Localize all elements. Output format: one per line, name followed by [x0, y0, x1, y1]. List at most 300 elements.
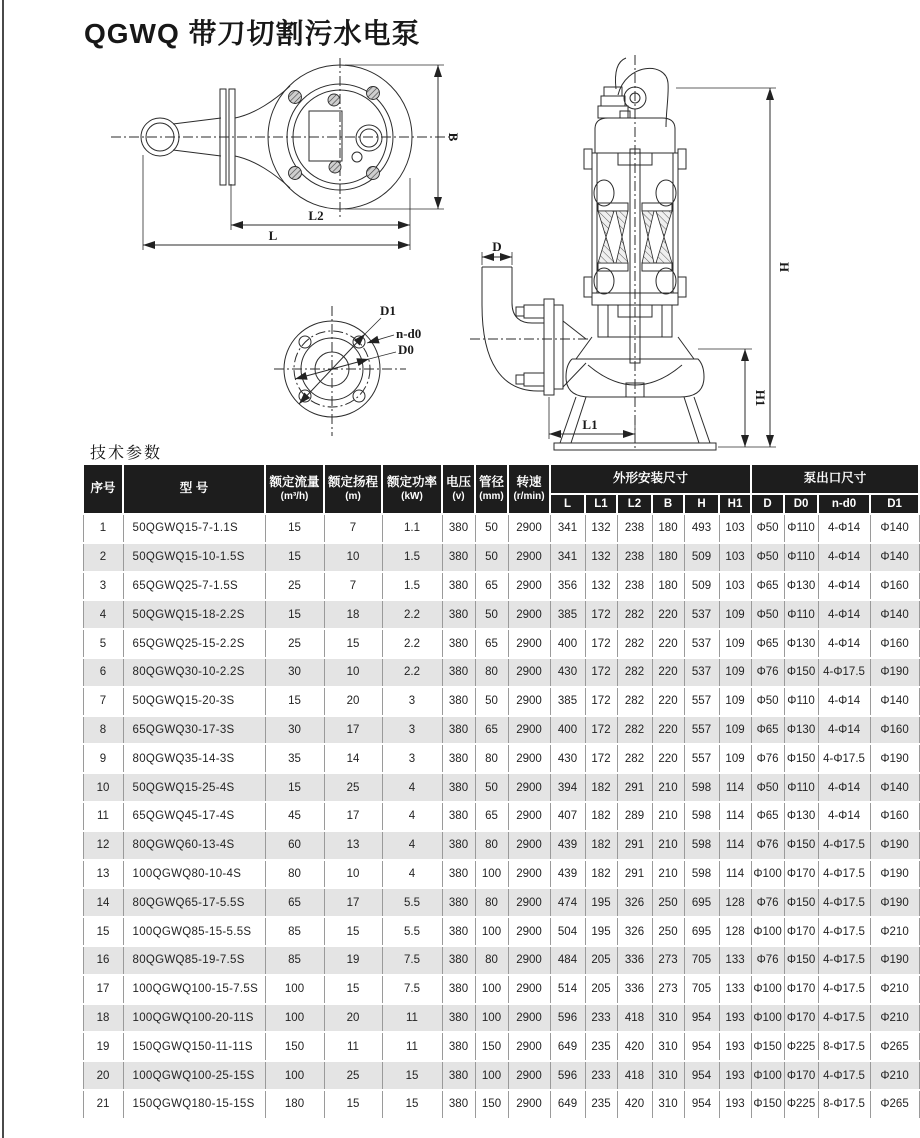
- cell-power: 2.2: [382, 629, 442, 658]
- col-header-power: 额定功率 (kW): [382, 464, 442, 514]
- cell-speed: 2900: [508, 946, 550, 975]
- spec-table-body: [83, 514, 919, 1119]
- cell-head: 25: [324, 773, 382, 802]
- dim-label-L2: L2: [308, 208, 324, 223]
- table-row: [83, 975, 919, 1004]
- cell-H: 954: [684, 1032, 719, 1061]
- cell-no: 7: [83, 687, 123, 716]
- cell-model: 100QGWQ100-20-11S: [123, 1004, 265, 1033]
- cell-flow: 25: [265, 629, 324, 658]
- cell-n_d0: 4-Φ17.5: [818, 917, 870, 946]
- dim-label-L: L: [268, 228, 278, 243]
- cell-n_d0: 4-Φ14: [818, 514, 870, 543]
- cell-B: 210: [652, 831, 684, 860]
- cell-B: 180: [652, 514, 684, 543]
- cell-no: 3: [83, 572, 123, 601]
- cell-D1: Φ190: [870, 888, 919, 917]
- cell-D: Φ50: [751, 514, 784, 543]
- section-label: 技术参数: [90, 445, 163, 462]
- cell-H: 954: [684, 1004, 719, 1033]
- cell-L: 504: [550, 917, 585, 946]
- cell-voltage: 380: [442, 543, 475, 572]
- cell-model: 50QGWQ15-10-1.5S: [123, 543, 265, 572]
- table-row: [83, 773, 919, 802]
- cell-H1: 109: [719, 744, 751, 773]
- cell-D0: Φ170: [784, 975, 818, 1004]
- cell-voltage: 380: [442, 802, 475, 831]
- dimension-D1: [299, 303, 396, 404]
- cell-H1: 128: [719, 917, 751, 946]
- cell-n_d0: 4-Φ14: [818, 716, 870, 745]
- cell-speed: 2900: [508, 744, 550, 773]
- cell-B: 220: [652, 687, 684, 716]
- cell-speed: 2900: [508, 1004, 550, 1033]
- cell-power: 2.2: [382, 658, 442, 687]
- cell-L2: 291: [617, 860, 652, 889]
- cell-L1: 205: [585, 946, 617, 975]
- cell-H1: 133: [719, 946, 751, 975]
- cell-H: 598: [684, 802, 719, 831]
- cell-L2: 282: [617, 600, 652, 629]
- table-row: [83, 514, 919, 543]
- cell-B: 310: [652, 1004, 684, 1033]
- cell-L2: 336: [617, 975, 652, 1004]
- cell-L2: 420: [617, 1090, 652, 1119]
- cell-flow: 30: [265, 716, 324, 745]
- cell-head: 10: [324, 860, 382, 889]
- cell-model: 100QGWQ100-25-15S: [123, 1061, 265, 1090]
- page-title: QGWQ 带刀切割污水电泵: [84, 18, 421, 49]
- cell-L2: 291: [617, 773, 652, 802]
- cell-flow: 15: [265, 514, 324, 543]
- cell-D1: Φ210: [870, 1061, 919, 1090]
- col-header-pipe: 管径 (mm): [475, 464, 508, 514]
- cell-n_d0: 4-Φ14: [818, 543, 870, 572]
- cell-H: 598: [684, 860, 719, 889]
- cell-H: 509: [684, 543, 719, 572]
- cell-speed: 2900: [508, 888, 550, 917]
- col-group-outlet: 泵出口尺寸: [751, 464, 919, 494]
- cell-L2: 418: [617, 1061, 652, 1090]
- cell-speed: 2900: [508, 629, 550, 658]
- cell-pipe: 65: [475, 802, 508, 831]
- cell-power: 7.5: [382, 946, 442, 975]
- cell-L1: 233: [585, 1004, 617, 1033]
- cell-H1: 128: [719, 888, 751, 917]
- cell-voltage: 380: [442, 629, 475, 658]
- cell-model: 100QGWQ85-15-5.5S: [123, 917, 265, 946]
- cell-L: 439: [550, 831, 585, 860]
- cell-H: 598: [684, 773, 719, 802]
- cell-voltage: 380: [442, 1004, 475, 1033]
- table-row: [83, 744, 919, 773]
- cell-D0: Φ150: [784, 744, 818, 773]
- cell-model: 50QGWQ15-18-2.2S: [123, 600, 265, 629]
- cell-voltage: 380: [442, 514, 475, 543]
- cell-speed: 2900: [508, 514, 550, 543]
- cell-n_d0: 8-Φ17.5: [818, 1090, 870, 1119]
- cell-no: 14: [83, 888, 123, 917]
- cell-no: 15: [83, 917, 123, 946]
- cell-L1: 172: [585, 629, 617, 658]
- cell-L2: 336: [617, 946, 652, 975]
- dim-label-L1: L1: [582, 417, 598, 432]
- cell-speed: 2900: [508, 860, 550, 889]
- cell-D1: Φ160: [870, 802, 919, 831]
- cell-D0: Φ225: [784, 1090, 818, 1119]
- cell-H: 705: [684, 975, 719, 1004]
- cell-flow: 45: [265, 802, 324, 831]
- cell-voltage: 380: [442, 1032, 475, 1061]
- cell-voltage: 380: [442, 975, 475, 1004]
- cell-L1: 195: [585, 888, 617, 917]
- cell-H: 954: [684, 1061, 719, 1090]
- cell-D1: Φ140: [870, 773, 919, 802]
- cell-flow: 150: [265, 1032, 324, 1061]
- col-header-flow: 额定流量 (m³/h): [265, 464, 324, 514]
- cell-speed: 2900: [508, 773, 550, 802]
- cell-D0: Φ110: [784, 600, 818, 629]
- cell-L1: 132: [585, 543, 617, 572]
- cell-model: 50QGWQ15-7-1.1S: [123, 514, 265, 543]
- cell-H1: 109: [719, 600, 751, 629]
- cell-L1: 132: [585, 572, 617, 601]
- cell-D0: Φ170: [784, 917, 818, 946]
- cell-head: 20: [324, 687, 382, 716]
- cell-voltage: 380: [442, 1090, 475, 1119]
- cell-L: 385: [550, 600, 585, 629]
- cell-D0: Φ110: [784, 514, 818, 543]
- cell-B: 210: [652, 773, 684, 802]
- header-row-main: [83, 464, 919, 494]
- table-row: [83, 888, 919, 917]
- cell-D0: Φ150: [784, 946, 818, 975]
- table-row: [83, 629, 919, 658]
- cell-D: Φ76: [751, 946, 784, 975]
- cell-n_d0: 4-Φ14: [818, 572, 870, 601]
- cell-pipe: 50: [475, 773, 508, 802]
- cell-power: 4: [382, 860, 442, 889]
- cell-flow: 15: [265, 687, 324, 716]
- cell-D1: Φ265: [870, 1090, 919, 1119]
- cell-D0: Φ170: [784, 1061, 818, 1090]
- cell-head: 7: [324, 572, 382, 601]
- cell-L2: 420: [617, 1032, 652, 1061]
- cell-no: 12: [83, 831, 123, 860]
- dimension-D: [482, 239, 512, 265]
- cell-power: 11: [382, 1032, 442, 1061]
- cell-D1: Φ210: [870, 917, 919, 946]
- cell-no: 18: [83, 1004, 123, 1033]
- col-header-no: 序号: [83, 464, 123, 514]
- table-row: [83, 946, 919, 975]
- cell-L2: 238: [617, 572, 652, 601]
- table-row: [83, 543, 919, 572]
- cell-D0: Φ110: [784, 687, 818, 716]
- cell-B: 250: [652, 888, 684, 917]
- cell-model: 150QGWQ180-15-15S: [123, 1090, 265, 1119]
- cell-n_d0: 4-Φ17.5: [818, 831, 870, 860]
- cell-L: 596: [550, 1061, 585, 1090]
- cell-L: 430: [550, 744, 585, 773]
- cell-D: Φ150: [751, 1032, 784, 1061]
- cell-voltage: 380: [442, 572, 475, 601]
- dim-label-n-d0: n-d0: [396, 326, 422, 341]
- col-header-model: 型 号: [123, 464, 265, 514]
- dimension-n-d0: [367, 326, 421, 343]
- cell-head: 15: [324, 975, 382, 1004]
- cell-head: 15: [324, 629, 382, 658]
- cell-no: 2: [83, 543, 123, 572]
- cell-pipe: 65: [475, 572, 508, 601]
- cell-no: 21: [83, 1090, 123, 1119]
- cell-flow: 100: [265, 1061, 324, 1090]
- dimension-H1: [698, 349, 768, 447]
- cell-model: 80QGWQ65-17-5.5S: [123, 888, 265, 917]
- cell-voltage: 380: [442, 658, 475, 687]
- cell-B: 310: [652, 1090, 684, 1119]
- cell-D: Φ76: [751, 888, 784, 917]
- cell-H: 537: [684, 600, 719, 629]
- cell-model: 100QGWQ100-15-7.5S: [123, 975, 265, 1004]
- cell-L2: 238: [617, 543, 652, 572]
- cell-head: 18: [324, 600, 382, 629]
- pump-top-view-drawing: [103, 56, 463, 261]
- cell-head: 10: [324, 543, 382, 572]
- cell-H1: 193: [719, 1061, 751, 1090]
- cell-head: 19: [324, 946, 382, 975]
- cell-flow: 80: [265, 860, 324, 889]
- cell-voltage: 380: [442, 888, 475, 917]
- table-row: [83, 572, 919, 601]
- cell-n_d0: 4-Φ17.5: [818, 658, 870, 687]
- cell-n_d0: 4-Φ14: [818, 802, 870, 831]
- cell-flow: 35: [265, 744, 324, 773]
- cell-head: 10: [324, 658, 382, 687]
- cell-speed: 2900: [508, 975, 550, 1004]
- cell-H: 695: [684, 917, 719, 946]
- cell-n_d0: 4-Φ17.5: [818, 888, 870, 917]
- cell-H1: 103: [719, 543, 751, 572]
- cell-L: 385: [550, 687, 585, 716]
- cell-flow: 25: [265, 572, 324, 601]
- cell-D: Φ100: [751, 1004, 784, 1033]
- cell-D1: Φ190: [870, 831, 919, 860]
- cell-L2: 326: [617, 917, 652, 946]
- cell-D1: Φ140: [870, 543, 919, 572]
- cell-D0: Φ130: [784, 572, 818, 601]
- cell-D0: Φ110: [784, 543, 818, 572]
- cell-pipe: 80: [475, 744, 508, 773]
- cell-H1: 103: [719, 514, 751, 543]
- cell-B: 220: [652, 658, 684, 687]
- cell-L2: 326: [617, 888, 652, 917]
- cell-D0: Φ130: [784, 802, 818, 831]
- cell-flow: 15: [265, 600, 324, 629]
- cell-L1: 172: [585, 658, 617, 687]
- cell-D1: Φ160: [870, 716, 919, 745]
- cell-no: 13: [83, 860, 123, 889]
- cell-power: 4: [382, 773, 442, 802]
- cell-flow: 15: [265, 543, 324, 572]
- cell-L: 430: [550, 658, 585, 687]
- cell-pipe: 65: [475, 716, 508, 745]
- table-row: [83, 1061, 919, 1090]
- col-header-D: D: [751, 494, 784, 514]
- cell-head: 17: [324, 716, 382, 745]
- cell-L1: 235: [585, 1032, 617, 1061]
- cell-B: 310: [652, 1032, 684, 1061]
- cell-no: 19: [83, 1032, 123, 1061]
- cell-no: 4: [83, 600, 123, 629]
- cell-D0: Φ110: [784, 773, 818, 802]
- cell-D1: Φ140: [870, 600, 919, 629]
- cell-L: 484: [550, 946, 585, 975]
- cell-B: 210: [652, 860, 684, 889]
- cell-L: 649: [550, 1090, 585, 1119]
- col-header-L: L: [550, 494, 585, 514]
- cell-H1: 109: [719, 658, 751, 687]
- col-header-B: B: [652, 494, 684, 514]
- cell-L2: 282: [617, 744, 652, 773]
- cell-H1: 103: [719, 572, 751, 601]
- cell-L: 596: [550, 1004, 585, 1033]
- cell-L1: 233: [585, 1061, 617, 1090]
- cell-model: 80QGWQ35-14-3S: [123, 744, 265, 773]
- col-header-n-d0: n-d0: [818, 494, 870, 514]
- cell-head: 25: [324, 1061, 382, 1090]
- cell-head: 20: [324, 1004, 382, 1033]
- cell-no: 8: [83, 716, 123, 745]
- table-row: [83, 1090, 919, 1119]
- cell-n_d0: 4-Φ17.5: [818, 946, 870, 975]
- cell-D0: Φ225: [784, 1032, 818, 1061]
- cell-voltage: 380: [442, 946, 475, 975]
- cell-no: 10: [83, 773, 123, 802]
- cell-H1: 109: [719, 629, 751, 658]
- pump-section-view-drawing: [468, 53, 898, 453]
- table-row: [83, 917, 919, 946]
- cell-power: 15: [382, 1090, 442, 1119]
- cell-L1: 235: [585, 1090, 617, 1119]
- cell-speed: 2900: [508, 600, 550, 629]
- cell-power: 5.5: [382, 917, 442, 946]
- dimension-L1: [549, 397, 635, 439]
- cell-pipe: 100: [475, 917, 508, 946]
- cell-pipe: 65: [475, 629, 508, 658]
- cell-n_d0: 4-Φ17.5: [818, 1061, 870, 1090]
- dim-label-H1: H1: [753, 389, 768, 407]
- cell-L: 439: [550, 860, 585, 889]
- cell-H1: 114: [719, 802, 751, 831]
- dimension-H: [676, 88, 792, 447]
- cell-flow: 180: [265, 1090, 324, 1119]
- cell-pipe: 80: [475, 946, 508, 975]
- cell-B: 180: [652, 572, 684, 601]
- cell-power: 1.5: [382, 572, 442, 601]
- col-header-D0: D0: [784, 494, 818, 514]
- col-header-L2: L2: [617, 494, 652, 514]
- col-header-speed: 转速 (r/min): [508, 464, 550, 514]
- cell-D: Φ65: [751, 629, 784, 658]
- outlet-flange-drawing: [228, 288, 463, 453]
- cell-H: 537: [684, 629, 719, 658]
- cell-model: 65QGWQ30-17-3S: [123, 716, 265, 745]
- cell-H: 705: [684, 946, 719, 975]
- cell-n_d0: 4-Φ14: [818, 600, 870, 629]
- cell-B: 210: [652, 802, 684, 831]
- cell-power: 7.5: [382, 975, 442, 1004]
- cell-speed: 2900: [508, 716, 550, 745]
- cell-n_d0: 4-Φ14: [818, 687, 870, 716]
- cell-flow: 100: [265, 1004, 324, 1033]
- table-row: [83, 687, 919, 716]
- cell-D: Φ150: [751, 1090, 784, 1119]
- cell-speed: 2900: [508, 1090, 550, 1119]
- cell-H1: 109: [719, 687, 751, 716]
- cell-power: 3: [382, 716, 442, 745]
- table-row: [83, 658, 919, 687]
- cell-H: 695: [684, 888, 719, 917]
- cell-power: 5.5: [382, 888, 442, 917]
- col-header-D1: D1: [870, 494, 919, 514]
- cell-no: 6: [83, 658, 123, 687]
- cell-pipe: 150: [475, 1032, 508, 1061]
- cell-power: 1.5: [382, 543, 442, 572]
- cell-n_d0: 4-Φ14: [818, 629, 870, 658]
- cell-pipe: 150: [475, 1090, 508, 1119]
- cell-B: 180: [652, 543, 684, 572]
- cell-H: 557: [684, 716, 719, 745]
- cell-L2: 238: [617, 514, 652, 543]
- cell-D0: Φ170: [784, 1004, 818, 1033]
- cell-H1: 193: [719, 1004, 751, 1033]
- cell-head: 17: [324, 888, 382, 917]
- cell-D0: Φ170: [784, 860, 818, 889]
- cell-no: 20: [83, 1061, 123, 1090]
- cell-pipe: 100: [475, 975, 508, 1004]
- cell-L1: 182: [585, 802, 617, 831]
- cell-H1: 109: [719, 716, 751, 745]
- table-row: [83, 831, 919, 860]
- cell-L2: 418: [617, 1004, 652, 1033]
- cell-L1: 195: [585, 917, 617, 946]
- cell-D: Φ65: [751, 572, 784, 601]
- cell-no: 16: [83, 946, 123, 975]
- cell-L: 341: [550, 514, 585, 543]
- cell-D: Φ65: [751, 716, 784, 745]
- cell-D: Φ76: [751, 744, 784, 773]
- cell-speed: 2900: [508, 658, 550, 687]
- cell-L1: 172: [585, 716, 617, 745]
- cell-speed: 2900: [508, 687, 550, 716]
- col-group-dimensions: 外形安装尺寸: [550, 464, 751, 494]
- cell-D: Φ50: [751, 600, 784, 629]
- dim-label-H: H: [777, 261, 792, 273]
- cell-D1: Φ265: [870, 1032, 919, 1061]
- cell-H: 493: [684, 514, 719, 543]
- cell-L: 400: [550, 716, 585, 745]
- cell-speed: 2900: [508, 917, 550, 946]
- cell-D0: Φ150: [784, 888, 818, 917]
- cell-speed: 2900: [508, 543, 550, 572]
- cell-H: 557: [684, 744, 719, 773]
- cell-speed: 2900: [508, 1061, 550, 1090]
- cell-head: 14: [324, 744, 382, 773]
- cell-D1: Φ210: [870, 975, 919, 1004]
- cell-L1: 182: [585, 831, 617, 860]
- cell-D: Φ100: [751, 1061, 784, 1090]
